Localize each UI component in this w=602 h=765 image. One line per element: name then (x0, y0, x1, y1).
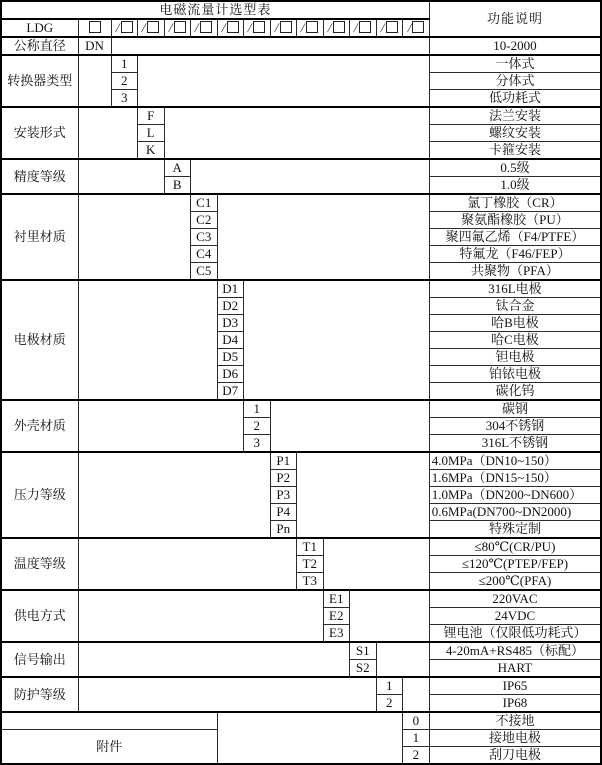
option-description: 氯丁橡胶（CR） (429, 194, 601, 212)
slash-mark: / (352, 20, 360, 36)
option-code: 2 (403, 747, 430, 765)
option-code: B (164, 177, 191, 195)
empty-cell (217, 194, 429, 280)
empty-cell (1, 712, 217, 730)
option-description: 接地电极 (429, 730, 601, 747)
empty-cell (78, 159, 164, 194)
option-code: P4 (270, 504, 297, 521)
category-label: 安装形式 (1, 107, 78, 159)
selection-slot (191, 19, 218, 37)
option-description: 钛合金 (429, 298, 601, 315)
option-code: 3 (244, 435, 271, 453)
option-description: 螺纹安装 (429, 125, 601, 142)
empty-cell (350, 590, 430, 642)
category-label: 温度等级 (1, 538, 78, 590)
selection-slot (78, 19, 111, 37)
option-code: C3 (191, 229, 218, 246)
empty-cell (78, 677, 376, 712)
table-title: 电磁流量计选型表 (1, 1, 429, 19)
option-code: C1 (191, 194, 218, 212)
empty-cell (403, 677, 430, 712)
option-code: E2 (323, 608, 350, 625)
empty-cell (244, 280, 430, 400)
selection-slot (244, 19, 271, 37)
option-description: HART (429, 660, 601, 678)
empty-cell (323, 538, 429, 590)
option-description: 聚四氟乙烯（F4/PTFE） (429, 229, 601, 246)
option-code: 3 (111, 90, 138, 108)
category-label: 衬里材质 (1, 194, 78, 280)
option-description: 卡箍安装 (429, 142, 601, 160)
option-description: 4-20mA+RS485（标配） (429, 642, 601, 660)
selection-slot (217, 19, 244, 37)
checkbox-square-icon (174, 21, 186, 33)
empty-cell (78, 642, 350, 677)
empty-cell (164, 107, 429, 159)
option-description: IP68 (429, 695, 601, 713)
empty-cell (78, 590, 323, 642)
slash-mark: / (406, 20, 413, 36)
option-code: T1 (297, 538, 324, 556)
option-description: 一体式 (429, 55, 601, 73)
empty-cell (78, 452, 270, 538)
category-label: 转换器类型 (1, 55, 78, 107)
slash-mark: / (299, 20, 307, 36)
checkbox-square-icon (306, 21, 318, 33)
category-label: 附件 (1, 730, 217, 765)
category-label: 公称直径 (1, 37, 78, 55)
option-code: T2 (297, 556, 324, 573)
option-code: 0 (403, 712, 430, 730)
checkbox-square-icon (280, 21, 292, 33)
slash-mark: / (273, 20, 281, 36)
option-code: 1 (403, 730, 430, 747)
option-code: E1 (323, 590, 350, 608)
selection-slot (111, 19, 138, 37)
selection-slot (403, 19, 430, 37)
option-description: 刮刀电极 (429, 747, 601, 765)
option-description: 1.6MPa（DN15~150） (429, 470, 601, 487)
option-code: 2 (111, 73, 138, 90)
option-description: 不接地 (429, 712, 601, 730)
checkbox-square-icon (121, 21, 133, 33)
slash-mark: / (140, 20, 148, 36)
checkbox-square-icon (333, 21, 345, 33)
slash-mark: / (220, 20, 228, 36)
empty-cell (138, 55, 430, 107)
slash-mark: / (379, 20, 387, 36)
option-code: D6 (217, 366, 244, 383)
option-code: T3 (297, 573, 324, 591)
empty-cell (217, 712, 403, 764)
checkbox-square-icon (359, 21, 371, 33)
selection-slot (323, 19, 350, 37)
slash-mark: / (246, 20, 254, 36)
option-code: P1 (270, 452, 297, 470)
option-code: 1 (111, 55, 138, 73)
slash-mark: / (193, 20, 201, 36)
option-code: 2 (376, 695, 403, 713)
option-code: D4 (217, 332, 244, 349)
option-code: L (138, 125, 165, 142)
option-code: P2 (270, 470, 297, 487)
option-description: 316L不锈钢 (429, 435, 601, 453)
option-description: 特殊定制 (429, 521, 601, 539)
option-code: D1 (217, 280, 244, 298)
checkbox-square-icon (200, 21, 212, 33)
option-description: 特氟龙（F46/FEP） (429, 246, 601, 263)
slash-mark: / (326, 20, 334, 36)
option-description: 316L电极 (429, 280, 601, 298)
option-description: 碳化钨 (429, 383, 601, 401)
empty-cell (270, 400, 429, 452)
option-description: 1.0级 (429, 177, 601, 195)
function-column-header: 功能说明 (429, 1, 601, 37)
option-description: 0.6MPa(DN700~DN2000) (429, 504, 601, 521)
option-code: C4 (191, 246, 218, 263)
category-label: 压力等级 (1, 452, 78, 538)
option-description: 低功耗式 (429, 90, 601, 108)
option-description: 钽电极 (429, 349, 601, 366)
option-description: 24VDC (429, 608, 601, 625)
option-code: C2 (191, 212, 218, 229)
empty-cell (78, 55, 111, 107)
empty-cell (191, 159, 430, 194)
option-description: 锂电池（仅限低功耗式） (429, 625, 601, 643)
option-code: 1 (244, 400, 271, 418)
option-code: Pn (270, 521, 297, 539)
option-description: 哈B电极 (429, 315, 601, 332)
option-code: E3 (323, 625, 350, 643)
slash-mark: / (114, 20, 122, 36)
option-code: D7 (217, 383, 244, 401)
option-description: 220VAC (429, 590, 601, 608)
option-description: 法兰安装 (429, 107, 601, 125)
option-description: 分体式 (429, 73, 601, 90)
option-description: ≤200℃(PFA) (429, 573, 601, 591)
model-prefix: LDG (1, 19, 78, 37)
empty-cell (376, 642, 429, 677)
option-code: D3 (217, 315, 244, 332)
selection-slot (350, 19, 377, 37)
category-label: 供电方式 (1, 590, 78, 642)
empty-cell (297, 452, 430, 538)
option-description: 聚氨酯橡胶（PU） (429, 212, 601, 229)
option-description: 4.0MPa（DN10~150） (429, 452, 601, 470)
category-label: 精度等级 (1, 159, 78, 194)
empty-cell (78, 538, 297, 590)
category-label: 外壳材质 (1, 400, 78, 452)
checkbox-square-icon (386, 21, 398, 33)
option-description: 1.0MPa（DN200~DN600） (429, 487, 601, 504)
option-description: IP65 (429, 677, 601, 695)
empty-cell (78, 400, 244, 452)
option-description: 铂铱电极 (429, 366, 601, 383)
option-code: K (138, 142, 165, 160)
option-description: 碳钢 (429, 400, 601, 418)
checkbox-square-icon (412, 21, 424, 33)
option-code: C5 (191, 263, 218, 281)
option-code: F (138, 107, 165, 125)
option-description: ≤120℃(PTEP/FEP) (429, 556, 601, 573)
option-code: P3 (270, 487, 297, 504)
checkbox-square-icon (253, 21, 265, 33)
option-description: 304不锈钢 (429, 418, 601, 435)
option-code: 1 (376, 677, 403, 695)
selection-slot (376, 19, 403, 37)
option-code: S1 (350, 642, 377, 660)
selection-slot (138, 19, 165, 37)
empty-cell (78, 280, 217, 400)
category-label: 信号输出 (1, 642, 78, 677)
selection-slot (297, 19, 324, 37)
empty-cell (78, 194, 191, 280)
slash-mark: / (167, 20, 175, 36)
selection-slot (270, 19, 297, 37)
checkbox-square-icon (89, 21, 101, 33)
option-description: 哈C电极 (429, 332, 601, 349)
selection-slot (164, 19, 191, 37)
option-code: D5 (217, 349, 244, 366)
empty-cell (78, 107, 138, 159)
checkbox-square-icon (227, 21, 239, 33)
option-code: DN (78, 37, 111, 55)
empty-cell (111, 37, 429, 55)
option-description: 10-2000 (429, 37, 601, 55)
option-code: D2 (217, 298, 244, 315)
checkbox-square-icon (147, 21, 159, 33)
option-description: 0.5级 (429, 159, 601, 177)
category-label: 防护等级 (1, 677, 78, 712)
option-code: A (164, 159, 191, 177)
option-description: ≤80℃(CR/PU) (429, 538, 601, 556)
category-label: 电极材质 (1, 280, 78, 400)
option-code: 2 (244, 418, 271, 435)
option-code: S2 (350, 660, 377, 678)
option-description: 共聚物（PFA） (429, 263, 601, 281)
